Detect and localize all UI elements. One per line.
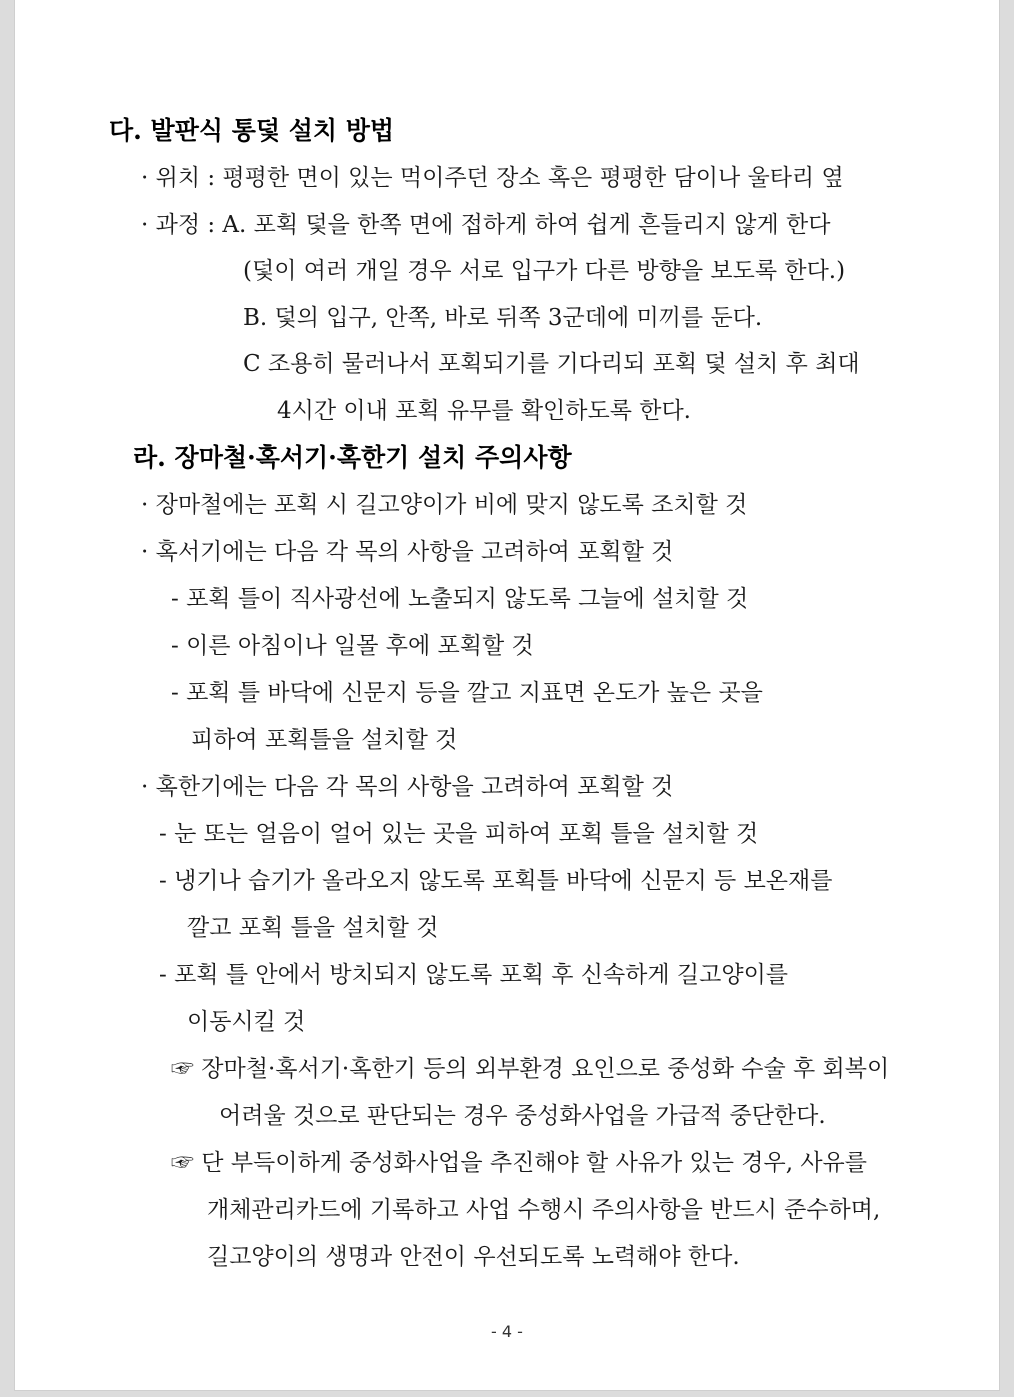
note-2-continuation-1: 개체관리카드에 기록하고 사업 수행시 주의사항을 반드시 준수하며, bbox=[207, 1197, 881, 1223]
summer-item-3-continuation: 피하여 포획틀을 설치할 것 bbox=[191, 727, 458, 753]
summer-item-1: - 포획 틀이 직사광선에 노출되지 않도록 그늘에 설치할 것 bbox=[171, 586, 749, 612]
location-line: · 위치 : 평평한 면이 있는 먹이주던 장소 혹은 평평한 담이나 울타리 옆 bbox=[141, 165, 844, 191]
winter-item-3-continuation: 이동시킬 것 bbox=[187, 1009, 306, 1035]
process-c-continuation: 4시간 이내 포획 유무를 확인하도록 한다. bbox=[277, 398, 691, 424]
summer-line: · 혹서기에는 다음 각 목의 사항을 고려하여 포획할 것 bbox=[141, 539, 674, 565]
process-line: · 과정 : A. 포획 덫을 한쪽 면에 접하게 하여 쉽게 흔들리지 않게 한다 bbox=[141, 212, 831, 238]
rainy-season-line: · 장마철에는 포획 시 길고양이가 비에 맞지 않도록 조치할 것 bbox=[141, 492, 748, 518]
summer-item-3: - 포획 틀 바닥에 신문지 등을 깔고 지표면 온도가 높은 곳을 bbox=[171, 680, 763, 706]
section-ra-title: 라. 장마철·혹서기·혹한기 설치 주의사항 bbox=[133, 443, 572, 472]
note-2: ☞ 단 부득이하게 중성화사업을 추진해야 할 사유가 있는 경우, 사유를 bbox=[171, 1150, 867, 1176]
document-page bbox=[14, 0, 1000, 1391]
winter-item-3: - 포획 틀 안에서 방치되지 않도록 포획 후 신속하게 길고양이를 bbox=[159, 962, 789, 988]
winter-item-2-continuation: 깔고 포획 틀을 설치할 것 bbox=[187, 915, 439, 941]
winter-item-2: - 냉기나 습기가 올라오지 않도록 포획틀 바닥에 신문지 등 보온재를 bbox=[159, 868, 833, 894]
note-2-continuation-2: 길고양이의 생명과 안전이 우선되도록 노력해야 한다. bbox=[207, 1244, 740, 1270]
winter-item-1: - 눈 또는 얼음이 얼어 있는 곳을 피하여 포획 틀을 설치할 것 bbox=[159, 821, 759, 847]
process-b-line: B. 덫의 입구, 안쪽, 바로 뒤쪽 3군데에 미끼를 둔다. bbox=[243, 305, 763, 331]
section-da-title: 다. 발판식 통덫 설치 방법 bbox=[109, 116, 395, 145]
process-c-line: C 조용히 물러나서 포획되기를 기다리되 포획 덫 설치 후 최대 bbox=[243, 351, 860, 377]
note-1-continuation: 어려울 것으로 판단되는 경우 중성화사업을 가급적 중단한다. bbox=[219, 1103, 826, 1129]
process-a-note: (덫이 여러 개일 경우 서로 입구가 다른 방향을 보도록 한다.) bbox=[243, 258, 846, 284]
note-1: ☞ 장마철·혹서기·혹한기 등의 외부환경 요인으로 중성화 수술 후 회복이 bbox=[171, 1056, 890, 1082]
summer-item-2: - 이른 아침이나 일몰 후에 포획할 것 bbox=[171, 633, 534, 659]
winter-line: · 혹한기에는 다음 각 목의 사항을 고려하여 포획할 것 bbox=[141, 774, 674, 800]
page-number: - 4 - bbox=[491, 1322, 523, 1341]
